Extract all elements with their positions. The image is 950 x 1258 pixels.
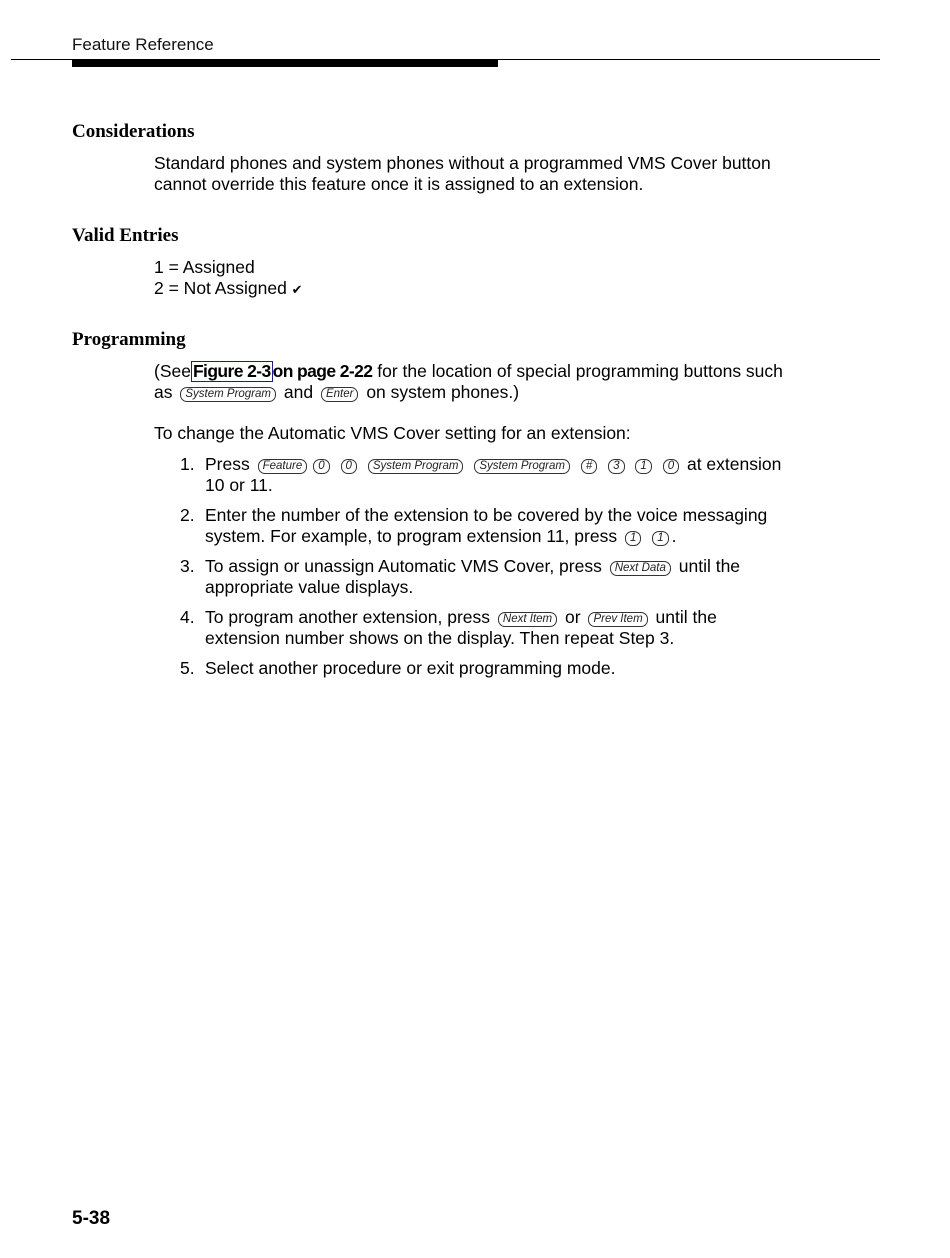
- considerations-heading: Considerations: [72, 121, 195, 142]
- valid-entries-list: [154, 257, 794, 300]
- programming-steps: [180, 454, 790, 688]
- system-program-key: System Program: [180, 387, 276, 402]
- step-1: 1. Press Feature 0 0 System Program System Program # 3 1 0 at extension 10 or 11.: [180, 454, 782, 495]
- enter-key: Enter: [321, 387, 359, 402]
- step-5: 5. Select another procedure or exit programming mode.: [180, 658, 616, 678]
- considerations-text: Standard phones and system phones without a programmed VMS Cover button cannot override this feature once it is assigned to an extension.: [154, 153, 771, 194]
- figure-link[interactable]: Figure 2-3: [192, 361, 271, 381]
- considerations-body: [154, 153, 794, 195]
- step-3: 3. To assign or unassign Automatic VMS Cover, press Next Data until the appropriate value displays.: [180, 556, 741, 597]
- prev-item-key: Prev Item: [588, 612, 647, 627]
- valid-entries-heading: Valid Entries: [72, 225, 179, 246]
- digit-0-key: 0: [341, 459, 357, 474]
- valid-entry-assigned: 1 = Assigned: [154, 257, 255, 277]
- digit-0-key: 0: [663, 459, 679, 474]
- system-program-key: System Program: [474, 459, 570, 474]
- digit-1-key: 1: [625, 531, 641, 546]
- header-rule-bar: [72, 59, 498, 67]
- digit-3-key: 3: [608, 459, 624, 474]
- default-checkmark-icon: ✔: [291, 282, 303, 297]
- system-program-key: System Program: [368, 459, 464, 474]
- valid-entry-not-assigned: 2 = Not Assigned ✔: [154, 278, 303, 298]
- step-2: 2. Enter the number of the extension to be covered by the voice messaging system. For example, to program extension 11, press 1 1 .: [180, 505, 768, 546]
- hash-key: #: [581, 459, 597, 474]
- next-data-key: Next Data: [610, 561, 671, 576]
- step-4: 4. To program another extension, press Next Item or Prev Item until the extension number shows on the display. Then repeat Step 3.: [180, 607, 717, 648]
- page-number: 5-38: [72, 1208, 111, 1229]
- digit-1-key: 1: [635, 459, 651, 474]
- see-reference-paragraph: (See Figure 2-3 on page 2-22 for the location of special programming buttons such as System Program and Enter on system phones.): [154, 361, 783, 402]
- digit-1-key: 1: [652, 531, 668, 546]
- programming-intro: To change the Automatic VMS Cover setting for an extension:: [154, 423, 631, 443]
- digit-0-key: 0: [313, 459, 329, 474]
- running-header: Feature Reference: [72, 35, 214, 54]
- programming-heading: Programming: [72, 329, 186, 350]
- feature-key: Feature: [258, 459, 308, 474]
- next-item-key: Next Item: [498, 612, 557, 627]
- page-reference: on page 2-22: [272, 361, 373, 381]
- programming-body: [154, 361, 794, 444]
